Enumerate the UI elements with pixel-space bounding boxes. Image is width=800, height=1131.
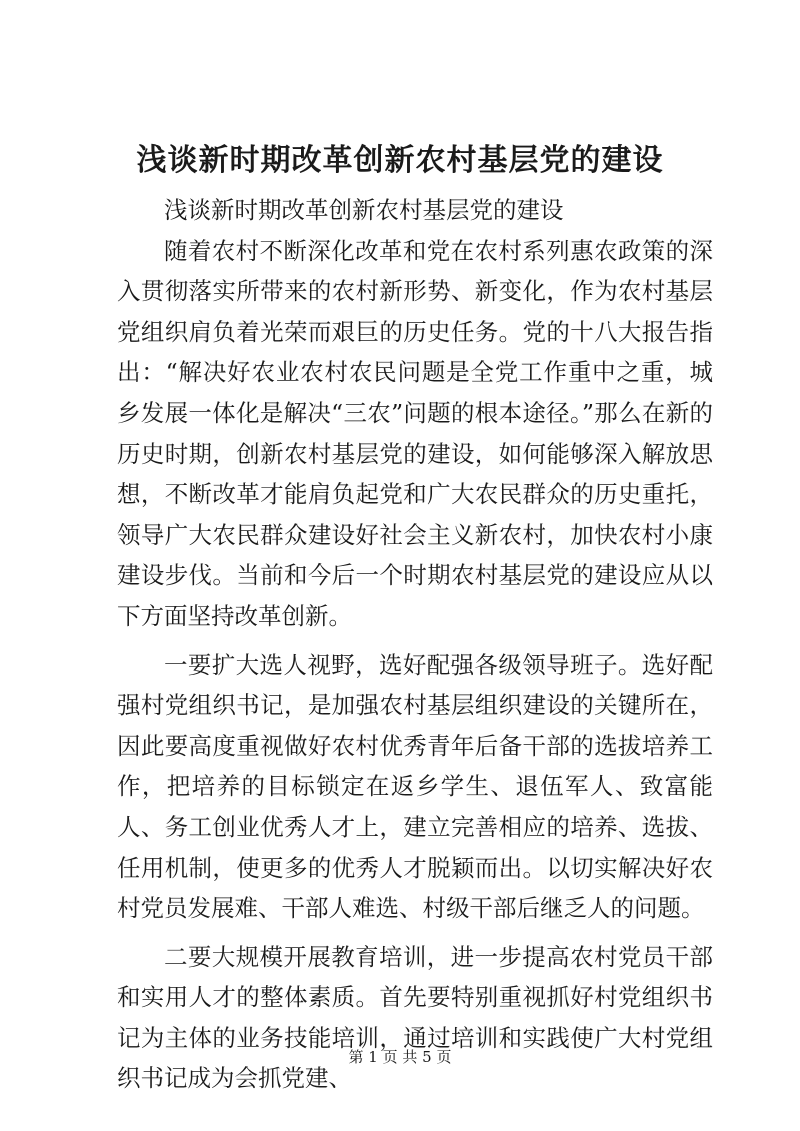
document-title: 浅谈新时期改革创新农村基层党的建设 (136, 143, 664, 178)
body-paragraph: 随着农村不断深化改革和党在农村系列惠农政策的深入贯彻落实所带来的农村新形势、新变化，作为农村基层党组织肩负着光荣而艰巨的历史任务。党的十八大报告指出：“解决好农业农村农民问题是全党工作重中之重，城乡发展一体化是解决“三农”问题的根本途径。”那么在新的历史时期，创新农村基层党的建设，如何能够深入解放思想，不断改革才能肩负起党和广大农民群众的历史重托，领导广大农民群众建设好社会主义新农村，加快农村小康建设步伐。当前和今后一个时期农村基层党的建设应从以下方面坚持改革创新。 (117, 236, 713, 630)
page-number-footer: 第 1 页 共 5 页 (348, 1048, 452, 1066)
body-paragraph: 一要扩大选人视野，选好配强各级领导班子。选好配强村党组织书记，是加强农村基层组织建设的关键所在，因此要高度重视做好农村优秀青年后备干部的选拔培养工作，把培养的目标锁定在返乡学生、退伍军人、致富能人、务工创业优秀人才上，建立完善相应的培养、选拔、任用机制，使更多的优秀人才脱颖而出。以切实解决好农村党员发展难、干部人难选、村级干部后继乏人的问题。 (117, 650, 713, 923)
document-body (117, 190, 713, 1099)
body-paragraph: 二要大规模开展教育培训，进一步提高农村党员干部和实用人才的整体素质。首先要特别重视抓好村党组织书记为主体的业务技能培训，通过培训和实践使广大村党组织书记成为会抓党建、 (117, 942, 713, 1093)
subtitle-paragraph: 浅谈新时期改革创新农村基层党的建设 (164, 196, 564, 224)
